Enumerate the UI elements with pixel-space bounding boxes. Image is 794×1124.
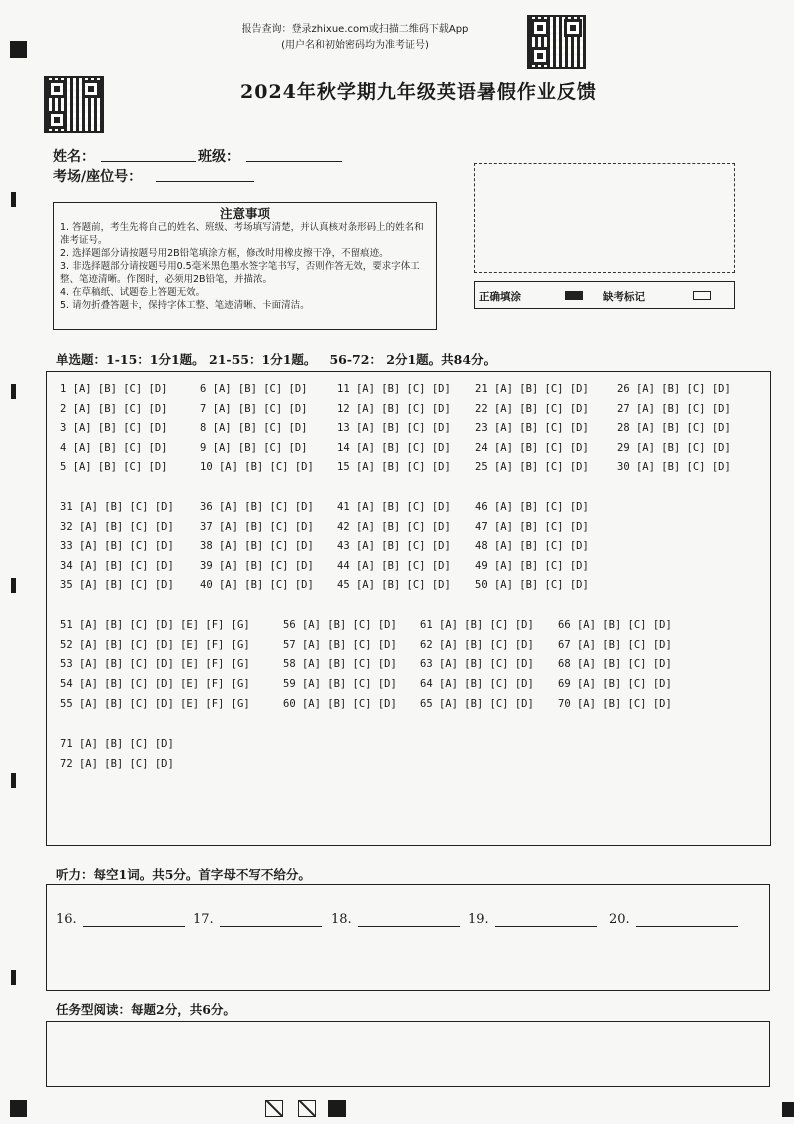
blank-number: 16.	[56, 912, 77, 927]
mc-question[interactable]: 28 [A] [B] [C] [D]	[617, 422, 731, 434]
notice-item: 4. 在草稿纸、试题卷上答题无效。	[60, 287, 206, 298]
mc-question[interactable]: 48 [A] [B] [C] [D]	[475, 540, 589, 552]
notice-item: 3. 非选择题部分请按题号用0.5毫米黑色墨水签字笔书写，否则作答无效，要求字体工整、笔迹清晰。作图时，必须用2B铅笔，并描浓。	[60, 261, 420, 285]
mc-question[interactable]: 22 [A] [B] [C] [D]	[475, 403, 589, 415]
mc-question[interactable]: 68 [A] [B] [C] [D]	[558, 658, 672, 670]
mc-question[interactable]: 2 [A] [B] [C] [D]	[60, 403, 168, 415]
blank-number: 20.	[609, 912, 630, 927]
mc-question[interactable]: 11 [A] [B] [C] [D]	[337, 383, 451, 395]
barcode-area	[474, 163, 735, 273]
mc-question[interactable]: 50 [A] [B] [C] [D]	[475, 579, 589, 591]
mc-question[interactable]: 51 [A] [B] [C] [D] [E] [F] [G]	[60, 619, 250, 631]
blank-number: 18.	[331, 912, 352, 927]
mc-question[interactable]: 71 [A] [B] [C] [D]	[60, 738, 174, 750]
mc-question[interactable]: 55 [A] [B] [C] [D] [E] [F] [G]	[60, 698, 250, 710]
notice-box	[53, 202, 437, 330]
notice-heading: 注意事项	[219, 206, 270, 221]
mc-question[interactable]: 38 [A] [B] [C] [D]	[200, 540, 314, 552]
absent-mark-label: 缺考标记	[603, 291, 645, 303]
name-field[interactable]	[101, 146, 196, 162]
correct-fill-label: 正确填涂	[479, 291, 521, 303]
mc-question[interactable]: 42 [A] [B] [C] [D]	[337, 521, 451, 533]
mc-question[interactable]: 67 [A] [B] [C] [D]	[558, 639, 672, 651]
alignment-mark	[782, 1102, 794, 1117]
mc-question[interactable]: 13 [A] [B] [C] [D]	[337, 422, 451, 434]
mc-question[interactable]: 31 [A] [B] [C] [D]	[60, 501, 174, 513]
mc-question[interactable]: 34 [A] [B] [C] [D]	[60, 560, 174, 572]
mc-question[interactable]: 47 [A] [B] [C] [D]	[475, 521, 589, 533]
listening-heading: 听力：每空1词。共5分。首字母不写不给分。	[56, 867, 311, 882]
mc-question[interactable]: 24 [A] [B] [C] [D]	[475, 442, 589, 454]
mc-question[interactable]: 23 [A] [B] [C] [D]	[475, 422, 589, 434]
mc-question[interactable]: 40 [A] [B] [C] [D]	[200, 579, 314, 591]
page-marker-icon	[265, 1100, 283, 1117]
blank-number: 19.	[468, 912, 489, 927]
absent-mark-box[interactable]	[693, 291, 711, 300]
mc-question[interactable]: 63 [A] [B] [C] [D]	[420, 658, 534, 670]
mc-question[interactable]: 61 [A] [B] [C] [D]	[420, 619, 534, 631]
mc-question[interactable]: 49 [A] [B] [C] [D]	[475, 560, 589, 572]
mc-question[interactable]: 27 [A] [B] [C] [D]	[617, 403, 731, 415]
mc-question[interactable]: 70 [A] [B] [C] [D]	[558, 698, 672, 710]
mc-question[interactable]: 33 [A] [B] [C] [D]	[60, 540, 174, 552]
mc-question[interactable]: 64 [A] [B] [C] [D]	[420, 678, 534, 690]
mc-question[interactable]: 69 [A] [B] [C] [D]	[558, 678, 672, 690]
mc-question[interactable]: 6 [A] [B] [C] [D]	[200, 383, 308, 395]
mc-question[interactable]: 39 [A] [B] [C] [D]	[200, 560, 314, 572]
mc-question[interactable]: 8 [A] [B] [C] [D]	[200, 422, 308, 434]
mc-question[interactable]: 26 [A] [B] [C] [D]	[617, 383, 731, 395]
mc-question[interactable]: 53 [A] [B] [C] [D] [E] [F] [G]	[60, 658, 250, 670]
timing-mark	[11, 970, 16, 985]
mc-question[interactable]: 35 [A] [B] [C] [D]	[60, 579, 174, 591]
mc-question[interactable]: 9 [A] [B] [C] [D]	[200, 442, 308, 454]
page-title: 2024年秋学期九年级英语暑假作业反馈	[240, 81, 597, 103]
notice-item: 5. 请勿折叠答题卡，保持字体工整、笔迹清晰、卡面清洁。	[60, 300, 310, 311]
mc-question[interactable]: 21 [A] [B] [C] [D]	[475, 383, 589, 395]
mc-question[interactable]: 3 [A] [B] [C] [D]	[60, 422, 168, 434]
page-marker-icon	[298, 1100, 316, 1117]
listening-answer-box	[46, 884, 770, 991]
mc-question[interactable]: 45 [A] [B] [C] [D]	[337, 579, 451, 591]
mc-section-heading: 单选题：1-15：1分1题。 21-55：1分1题。 56-72： 2分1题。共84分。	[56, 352, 497, 367]
timing-mark	[11, 384, 16, 399]
notice-item: 2. 选择题部分请按题号用2B铅笔填涂方框，修改时用橡皮擦干净，不留痕迹。	[60, 248, 389, 259]
qr-code-icon	[527, 15, 586, 69]
qr-code-icon	[44, 76, 104, 133]
alignment-mark	[10, 41, 27, 58]
fill-legend	[474, 281, 735, 309]
report-query-text: 报告查询：登录zhixue.com或扫描二维码下载App	[241, 24, 469, 35]
mc-question[interactable]: 12 [A] [B] [C] [D]	[337, 403, 451, 415]
mc-question[interactable]: 37 [A] [B] [C] [D]	[200, 521, 314, 533]
seat-label: 考场/座位号：	[53, 169, 143, 185]
mc-question[interactable]: 58 [A] [B] [C] [D]	[283, 658, 397, 670]
mc-question[interactable]: 46 [A] [B] [C] [D]	[475, 501, 589, 513]
listening-blank-18[interactable]	[331, 912, 460, 927]
mc-question[interactable]: 4 [A] [B] [C] [D]	[60, 442, 168, 454]
class-label: 班级：	[198, 149, 240, 165]
mc-question[interactable]: 7 [A] [B] [C] [D]	[200, 403, 308, 415]
timing-mark	[11, 192, 16, 207]
mc-question[interactable]: 43 [A] [B] [C] [D]	[337, 540, 451, 552]
listening-blank-17[interactable]	[193, 912, 322, 927]
mc-question[interactable]: 30 [A] [B] [C] [D]	[617, 461, 731, 473]
name-label: 姓名：	[53, 149, 95, 165]
alignment-mark	[10, 1100, 27, 1117]
mc-question[interactable]: 62 [A] [B] [C] [D]	[420, 639, 534, 651]
filled-box-icon	[565, 291, 583, 300]
mc-question[interactable]: 41 [A] [B] [C] [D]	[337, 501, 451, 513]
blank-number: 17.	[193, 912, 214, 927]
listening-blank-19[interactable]	[468, 912, 597, 927]
mc-question[interactable]: 60 [A] [B] [C] [D]	[283, 698, 397, 710]
seat-field[interactable]	[156, 166, 254, 182]
listening-blank-16[interactable]	[56, 912, 185, 927]
password-note: (用户名和初始密码均为准考证号)	[281, 40, 429, 51]
mc-question[interactable]: 44 [A] [B] [C] [D]	[337, 560, 451, 572]
listening-blank-20[interactable]	[609, 912, 738, 927]
mc-question[interactable]: 54 [A] [B] [C] [D] [E] [F] [G]	[60, 678, 250, 690]
mc-question[interactable]: 66 [A] [B] [C] [D]	[558, 619, 672, 631]
timing-mark	[11, 773, 16, 788]
mc-question[interactable]: 59 [A] [B] [C] [D]	[283, 678, 397, 690]
reading-answer-box[interactable]	[46, 1021, 770, 1087]
timing-mark	[11, 578, 16, 593]
mc-question[interactable]: 56 [A] [B] [C] [D]	[283, 619, 397, 631]
mc-question[interactable]: 29 [A] [B] [C] [D]	[617, 442, 731, 454]
mc-question[interactable]: 1 [A] [B] [C] [D]	[60, 383, 168, 395]
page-marker-filled	[328, 1100, 346, 1117]
mc-question[interactable]: 5 [A] [B] [C] [D]	[60, 461, 168, 473]
class-field[interactable]	[246, 146, 342, 162]
mc-question[interactable]: 72 [A] [B] [C] [D]	[60, 758, 174, 770]
mc-question[interactable]: 32 [A] [B] [C] [D]	[60, 521, 174, 533]
mc-question[interactable]: 52 [A] [B] [C] [D] [E] [F] [G]	[60, 639, 250, 651]
mc-question[interactable]: 15 [A] [B] [C] [D]	[337, 461, 451, 473]
mc-question[interactable]: 57 [A] [B] [C] [D]	[283, 639, 397, 651]
reading-heading: 任务型阅读：每题2分，共6分。	[56, 1002, 236, 1017]
mc-question[interactable]: 10 [A] [B] [C] [D]	[200, 461, 314, 473]
mc-question[interactable]: 36 [A] [B] [C] [D]	[200, 501, 314, 513]
mc-question[interactable]: 25 [A] [B] [C] [D]	[475, 461, 589, 473]
mc-question[interactable]: 65 [A] [B] [C] [D]	[420, 698, 534, 710]
mc-question[interactable]: 14 [A] [B] [C] [D]	[337, 442, 451, 454]
notice-item: 1. 答题前，考生先将自己的姓名、班级、考场填写清楚，并认真核对条形码上的姓名和准考证号。	[60, 222, 424, 246]
